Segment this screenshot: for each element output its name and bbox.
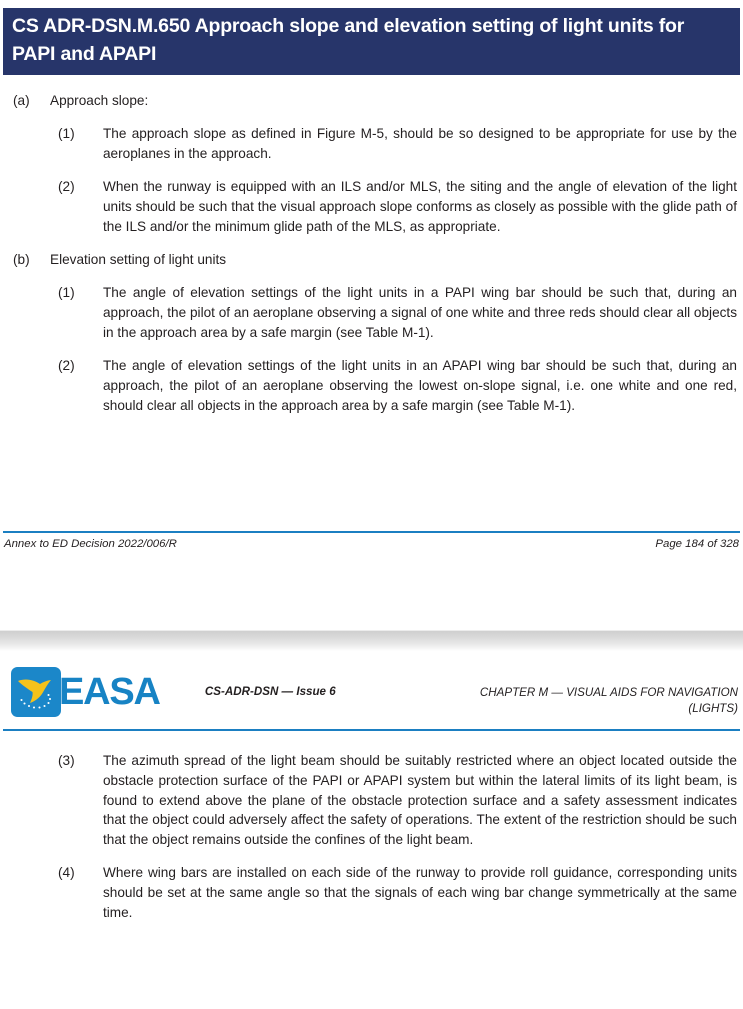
clause-label: (2) xyxy=(58,178,75,194)
header-chapter-line-2: (LIGHTS) xyxy=(688,702,738,716)
clause-a-1 xyxy=(3,124,740,164)
clause-text: The angle of elevation settings of the light units in a PAPI wing bar should be such that, during an approach, the pilot of an aeroplane observing a signal of one white and three reds should clear all objects in the approach area by a safe margin (see Table M-1). xyxy=(103,285,737,340)
clause-label: (4) xyxy=(58,865,75,881)
page-title: CS ADR-DSN.M.650 Approach slope and elevation setting of light units for PAPI and APAPI xyxy=(3,8,740,75)
page-1-body xyxy=(0,91,743,415)
footer-annex-reference: Annex to ED Decision 2022/006/R xyxy=(4,538,177,550)
easa-wordmark: EASA xyxy=(59,671,160,713)
document-page-2 xyxy=(0,651,743,923)
clause-label: (2) xyxy=(58,357,75,373)
easa-logo xyxy=(3,665,160,717)
clause-text: Where wing bars are installed on each side of the runway to provide roll guidance, corresponding units should be set at the same angle so that the signals of each wing bar change symmetrically at the same time. xyxy=(103,865,737,920)
footer-row xyxy=(3,538,740,550)
clause-text: Elevation setting of light units xyxy=(50,252,227,268)
clause-text: The angle of elevation settings of the light units in an APAPI wing bar should be such that, during an approach, the pilot of an aeroplane observing the lowest on-slope signal, i.e. one white and one red, should clear all objects in the approach area by a safe margin (see Table M-1). xyxy=(103,357,737,413)
clause-label: (b) xyxy=(13,252,30,268)
clause-label: (a) xyxy=(13,93,30,109)
header-chapter-line-1: CHAPTER M — VISUAL AIDS FOR NAVIGATION xyxy=(479,686,738,699)
clause-b-1 xyxy=(3,283,740,343)
clause-b-3 xyxy=(3,751,740,850)
clause-a-2 xyxy=(3,177,740,237)
header-chapter-reference xyxy=(363,665,740,718)
clause-label: (1) xyxy=(58,126,75,142)
clause-text: The approach slope as defined in Figure M-5, should be so designed to be appropriate for use by the aeroplanes in the approach. xyxy=(103,126,737,162)
clause-b xyxy=(3,250,740,270)
clause-b-2 xyxy=(3,356,740,416)
clause-text: The azimuth spread of the light beam should be suitably restricted where an object located outside the obstacle protection surface of the PAPI or APAPI system but within the lateral limits of its light beam, is found to extend above the plane of the obstacle protection surface and a safety assessment indicates that the object could adversely affect the safety of operations. The extent of the restriction should be such that the object remains outside the confines of the light beam. xyxy=(103,752,737,848)
clause-text: When the runway is equipped with an ILS and/or MLS, the siting and the angle of elevation of the light units should be such that the visual approach slope conforms as closely as possible with the glide path of the ILS and/or the minimum glide path of the MLS, as appropriate. xyxy=(103,178,737,234)
page-break-separator xyxy=(0,630,743,651)
document-page-1 xyxy=(0,8,743,630)
clause-text: Approach slope: xyxy=(50,93,149,109)
clause-label: (1) xyxy=(58,285,75,301)
footer-divider xyxy=(3,531,740,533)
clause-b-4 xyxy=(3,863,740,923)
page-footer xyxy=(3,531,740,550)
header-divider xyxy=(3,729,740,731)
easa-logo-icon xyxy=(11,667,61,717)
clause-label: (3) xyxy=(58,752,75,768)
page-2-body xyxy=(0,751,743,923)
footer-page-number: Page 184 of 328 xyxy=(655,538,739,550)
header-document-reference: CS-ADR-DSN — Issue 6 xyxy=(204,685,336,698)
clause-a xyxy=(3,91,740,111)
page-2-header xyxy=(0,651,743,718)
